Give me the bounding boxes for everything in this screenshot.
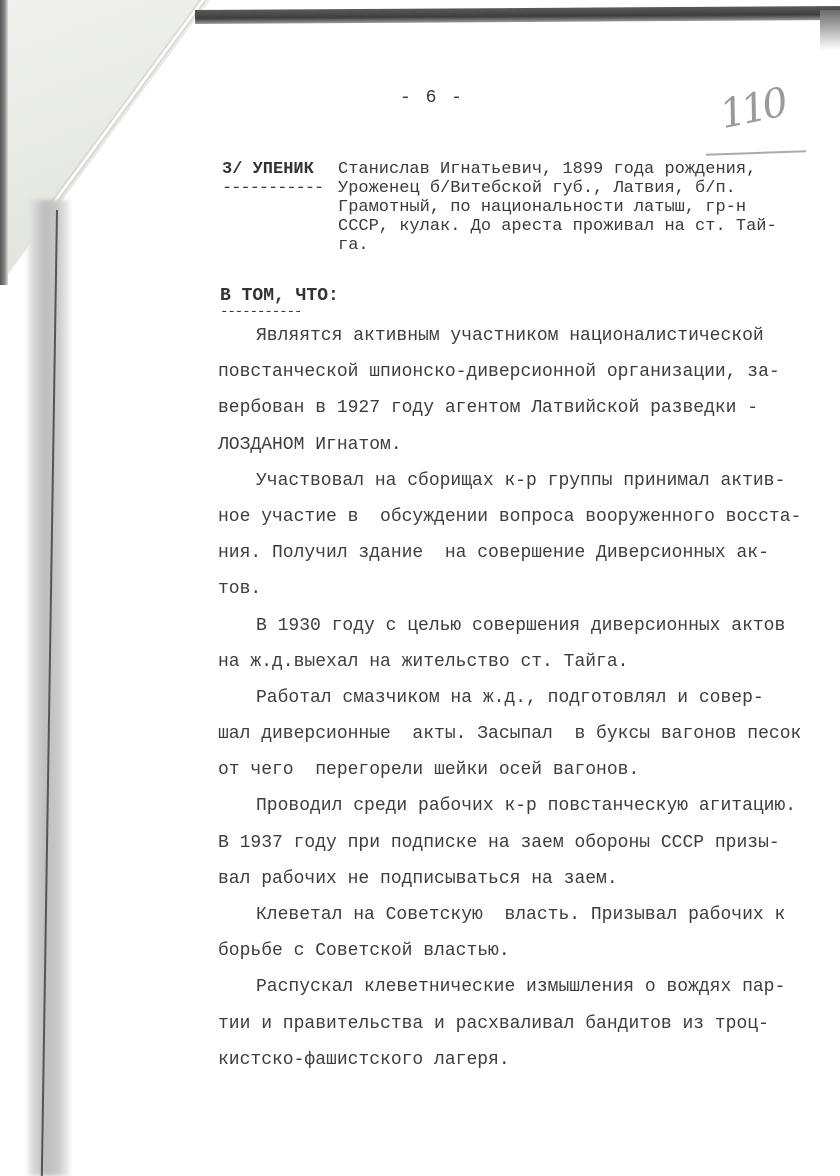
body-line: В 1930 году с целью совершения диверсионных актов — [256, 615, 786, 636]
scan-top-edge — [195, 6, 840, 24]
header-line: Станислав Игнатьевич, 1899 года рождения, — [338, 160, 757, 179]
body-line: Проводил среди рабочих к-р повстанческую агитацию. — [256, 796, 797, 817]
body-line: Работал смазчиком на ж.д., подготовлял и совер- — [256, 687, 764, 708]
body-line: вал рабочих не подписываться на заем. — [218, 868, 618, 889]
header-line: Уроженец б/Витебской губ., Латвия, б/п. — [338, 179, 736, 198]
body-line: ЛОЗДАНОМ Игнатом. — [218, 434, 402, 455]
header-line: СССР, кулак. До ареста проживал на ст. Тай- — [338, 217, 777, 236]
section-underline: ----------- — [220, 304, 302, 320]
body-line: тов. — [218, 579, 262, 600]
scan-top-edge-fade — [820, 10, 840, 50]
body-line: В 1937 году при подписке на заем обороны СССР призы- — [218, 832, 780, 853]
accusation-body — [218, 318, 833, 1078]
header-row — [222, 198, 832, 217]
page-number: - 6 - — [400, 88, 465, 108]
body-line: повстанческой шпионско-диверсионной организации, за- — [218, 362, 780, 383]
header-line: Грамотный, по национальности латыш, гр-н — [338, 198, 747, 217]
body-line: шал диверсионные акты. Засыпал в буксы вагонов песок — [218, 724, 802, 745]
header-row — [222, 160, 832, 179]
body-line: Клеветал на Советскую власть. Призывал рабочих к — [256, 905, 786, 925]
person-header — [222, 160, 832, 255]
header-row — [222, 217, 832, 236]
body-line: от чего перегорели шейки осей вагонов. — [218, 760, 640, 781]
header-row — [222, 179, 832, 198]
body-line: Участвовал на сборищах к-р группы принимал актив- — [256, 470, 786, 491]
body-line: тии и правительства и расхваливал бандитов из троц- — [218, 1013, 769, 1034]
section-title: В ТОМ, ЧТО: — [220, 286, 339, 306]
body-line: ния. Получил здание на совершение Диверсионных ак- — [218, 543, 769, 564]
header-dashes: ----------- — [222, 179, 324, 198]
body-line: Распускал клеветнические измышления о вождях пар- — [256, 977, 786, 998]
body-line: кистско-фашистского лагеря. — [218, 1049, 510, 1070]
body-line: ное участие в обсуждении вопроса вооруженного восста- — [218, 506, 802, 527]
header-line: га. — [338, 236, 369, 255]
header-row — [222, 236, 832, 255]
handwritten-folio-number: 110 — [715, 79, 789, 139]
body-line: борьбе с Советской властью. — [218, 941, 510, 962]
person-surname-label: 3/ УПЕНИК — [222, 160, 314, 179]
body-line: Являятся активным участником националистической — [256, 326, 764, 346]
folio-underline — [706, 150, 806, 155]
body-line: вербован в 1927 году агентом Латвийской разведки - — [218, 398, 759, 419]
body-line: на ж.д.выехал на жительство ст. Тайга. — [218, 651, 629, 672]
scan-left-edge — [0, 0, 8, 285]
